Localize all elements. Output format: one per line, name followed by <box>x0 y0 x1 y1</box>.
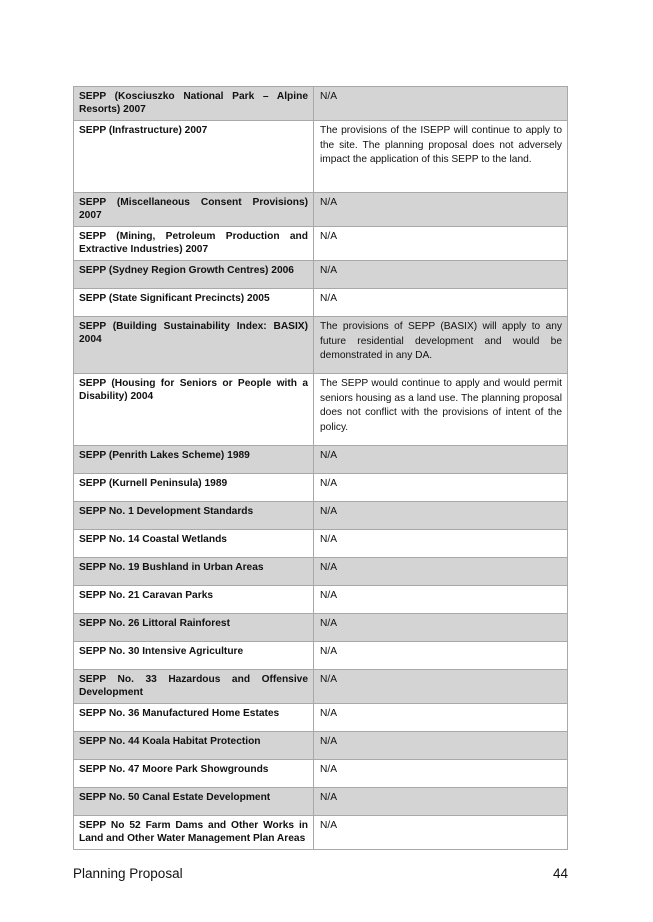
policy-name: SEPP (Housing for Seniors or People with a Disability) 2004 <box>74 374 314 446</box>
policy-name: SEPP No 52 Farm Dams and Other Works in Land and Other Water Management Plan Areas <box>74 816 314 850</box>
policy-name: SEPP (Penrith Lakes Scheme) 1989 <box>74 446 314 474</box>
policy-name: SEPP No. 26 Littoral Rainforest <box>74 614 314 642</box>
policy-name: SEPP (Mining, Petroleum Production and Extractive Industries) 2007 <box>74 227 314 261</box>
policy-comment: N/A <box>314 760 568 788</box>
table-row <box>74 788 568 816</box>
policy-comment: N/A <box>314 732 568 760</box>
table-row <box>74 261 568 289</box>
policy-comment: N/A <box>314 558 568 586</box>
policy-name: SEPP No. 44 Koala Habitat Protection <box>74 732 314 760</box>
footer-document-title: Planning Proposal <box>73 866 183 881</box>
table-row <box>74 193 568 227</box>
policy-comment: N/A <box>314 446 568 474</box>
policy-comment: N/A <box>314 816 568 850</box>
table-row <box>74 816 568 850</box>
table-row <box>74 760 568 788</box>
footer-page-number: 44 <box>552 866 568 881</box>
table-row <box>74 530 568 558</box>
policy-name: SEPP (Kurnell Peninsula) 1989 <box>74 474 314 502</box>
policy-comment: N/A <box>314 227 568 261</box>
policy-comment: N/A <box>314 586 568 614</box>
policy-comment: N/A <box>314 704 568 732</box>
policy-comment: N/A <box>314 614 568 642</box>
policy-comment: N/A <box>314 87 568 121</box>
table-row <box>74 558 568 586</box>
policy-name: SEPP (Building Sustainability Index: BASIX) 2004 <box>74 317 314 374</box>
policy-comment: N/A <box>314 289 568 317</box>
policy-name: SEPP No. 33 Hazardous and Offensive Development <box>74 670 314 704</box>
policy-comment: N/A <box>314 193 568 227</box>
policy-name: SEPP (Kosciuszko National Park – Alpine Resorts) 2007 <box>74 87 314 121</box>
table-row <box>74 670 568 704</box>
policy-name: SEPP No. 30 Intensive Agriculture <box>74 642 314 670</box>
policy-name: SEPP No. 50 Canal Estate Development <box>74 788 314 816</box>
policy-comment: N/A <box>314 261 568 289</box>
policy-comment: N/A <box>314 670 568 704</box>
policy-name: SEPP No. 47 Moore Park Showgrounds <box>74 760 314 788</box>
policy-comment: N/A <box>314 788 568 816</box>
policy-name: SEPP No. 14 Coastal Wetlands <box>74 530 314 558</box>
table-row <box>74 289 568 317</box>
policy-name: SEPP (State Significant Precincts) 2005 <box>74 289 314 317</box>
table-row <box>74 474 568 502</box>
table-row <box>74 374 568 446</box>
table-row <box>74 227 568 261</box>
policy-comment: N/A <box>314 642 568 670</box>
policy-comment: N/A <box>314 502 568 530</box>
policy-name: SEPP (Sydney Region Growth Centres) 2006 <box>74 261 314 289</box>
table-row <box>74 704 568 732</box>
policy-comment: N/A <box>314 530 568 558</box>
policy-name: SEPP (Miscellaneous Consent Provisions) 2007 <box>74 193 314 227</box>
policy-name: SEPP No. 1 Development Standards <box>74 502 314 530</box>
policy-comment: The SEPP would continue to apply and would permit seniors housing as a land use. The planning proposal does not conflict with the provisions of intent of the policy. <box>314 374 568 446</box>
table-row <box>74 614 568 642</box>
table-row <box>74 642 568 670</box>
policy-name: SEPP No. 36 Manufactured Home Estates <box>74 704 314 732</box>
policy-name: SEPP No. 19 Bushland in Urban Areas <box>74 558 314 586</box>
table-row <box>74 502 568 530</box>
table-row <box>74 586 568 614</box>
policy-comment: N/A <box>314 474 568 502</box>
table-row <box>74 446 568 474</box>
table-row <box>74 87 568 121</box>
sepp-table <box>73 86 568 850</box>
policy-name: SEPP No. 21 Caravan Parks <box>74 586 314 614</box>
policy-comment: The provisions of the ISEPP will continue to apply to the site. The planning proposal does not adversely impact the application of this SEPP to the land. <box>314 121 568 193</box>
policy-comment: The provisions of SEPP (BASIX) will apply to any future residential development and would be demonstrated in any DA. <box>314 317 568 374</box>
table-row <box>74 317 568 374</box>
table-row <box>74 121 568 193</box>
table-row <box>74 732 568 760</box>
policy-name: SEPP (Infrastructure) 2007 <box>74 121 314 193</box>
